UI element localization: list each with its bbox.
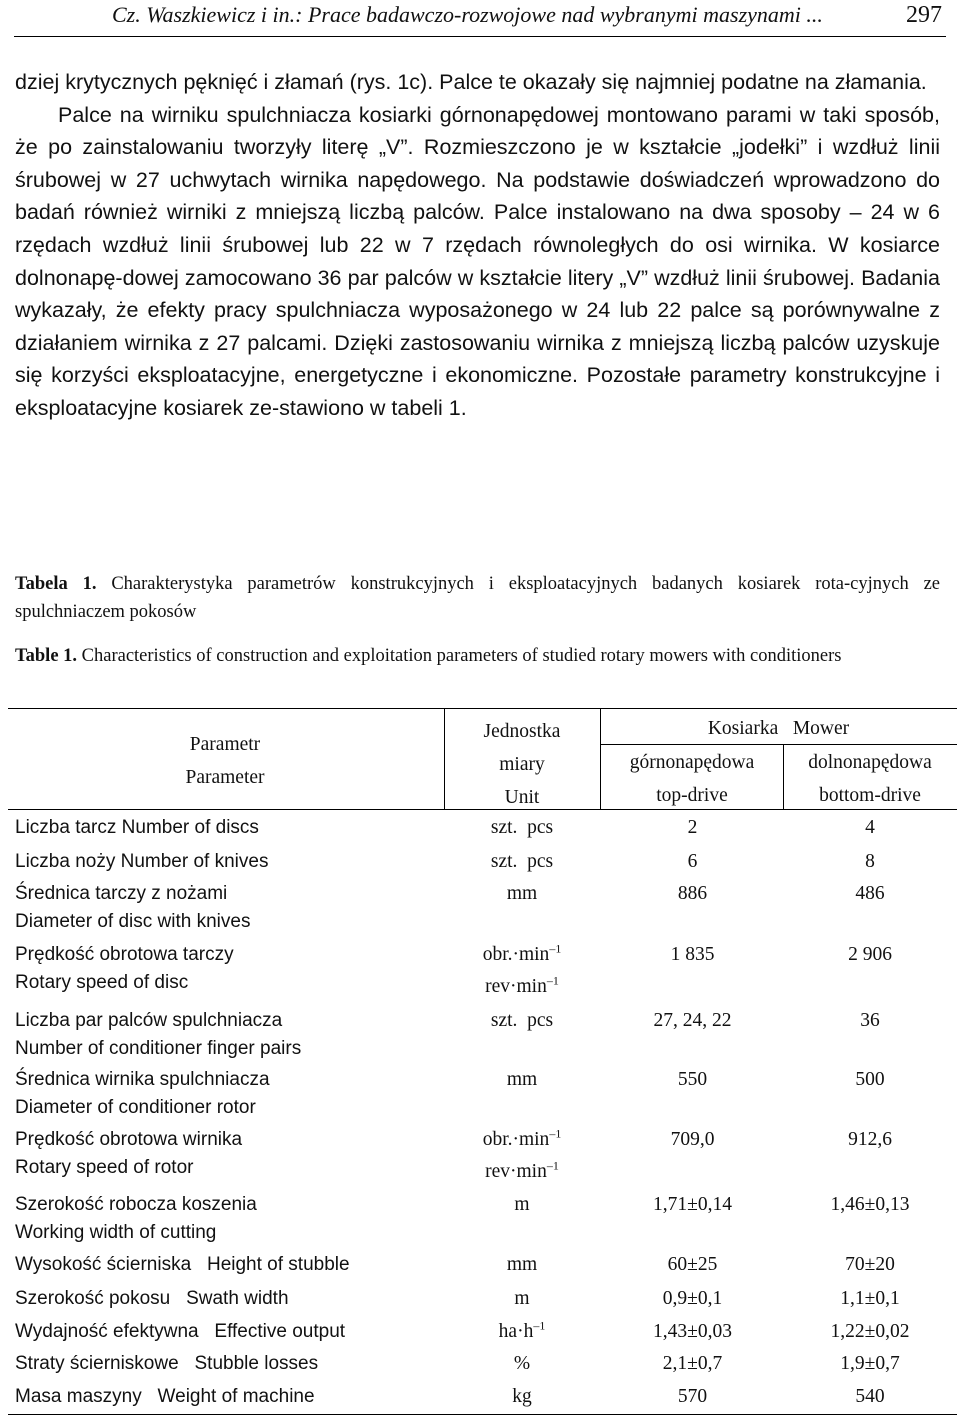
param-pl: Straty ścierniskowe Stubble losses — [15, 1353, 319, 1374]
param-cell — [15, 1318, 455, 1346]
unit-line — [462, 973, 582, 1001]
unit-cell — [462, 1007, 582, 1035]
unit-line — [462, 1066, 582, 1094]
unit-cell — [462, 941, 582, 1001]
param-en: Working width of cutting — [15, 1222, 217, 1243]
param-pl: Średnica tarczy z nożami — [15, 883, 228, 904]
unit-line — [462, 1318, 582, 1346]
top-drive-value: 709,0 — [670, 1129, 715, 1150]
unit-line — [462, 1007, 582, 1035]
param-cell — [15, 1191, 455, 1247]
bottom-drive-value: 486 — [855, 883, 885, 904]
param-pl: Średnica wirnika spulchniacza — [15, 1069, 270, 1090]
top-drive-value: 1,71±0,14 — [653, 1194, 732, 1215]
header-unit-2: miary — [499, 754, 545, 775]
running-head — [96, 0, 942, 36]
header-sub-rule — [601, 744, 957, 745]
table-bottom-rule — [8, 1414, 957, 1415]
unit-cell — [462, 880, 582, 908]
param-pl: Liczba par palców spulchniacza — [15, 1010, 283, 1031]
unit-cell — [462, 1285, 582, 1313]
unit-text: m — [514, 1288, 530, 1309]
param-cell — [15, 941, 455, 997]
body-text — [15, 66, 940, 425]
unit-exponent: –1 — [549, 1126, 562, 1141]
table-header-rule — [8, 809, 957, 810]
top-drive-value: 6 — [687, 851, 698, 872]
param-cell — [15, 814, 455, 842]
param-pl: Prędkość obrotowa wirnika — [15, 1129, 243, 1150]
header-divider-1 — [444, 709, 445, 809]
param-cell — [15, 848, 455, 876]
unit-cell — [462, 1318, 582, 1346]
header-parameter — [150, 728, 300, 794]
header-top-en: top-drive — [656, 785, 728, 806]
unit-text: rev·min — [485, 976, 547, 997]
bottom-drive-value: 2 906 — [848, 944, 892, 965]
unit-exponent: –1 — [533, 1318, 546, 1333]
unit-line — [462, 1383, 582, 1411]
header-param-en: Parameter — [185, 767, 265, 788]
bottom-drive-value: 1,46±0,13 — [830, 1194, 910, 1215]
param-cell — [15, 1007, 455, 1063]
table-caption-pl — [15, 570, 940, 626]
running-head-title: Cz. Waszkiewicz i in.: Prace badawczo-rozwojowe nad wybranymi maszynami ... — [112, 2, 823, 27]
top-drive-value: 60±25 — [667, 1254, 718, 1275]
top-drive-value: 0,9±0,1 — [662, 1288, 723, 1309]
unit-cell — [462, 1066, 582, 1094]
header-unit-3: Unit — [504, 787, 540, 808]
param-cell — [15, 1066, 455, 1122]
unit-text: szt. pcs — [490, 817, 554, 838]
param-cell — [15, 1251, 455, 1279]
header-bottom-drive — [784, 746, 956, 812]
table-caption-en — [15, 642, 940, 670]
unit-text: obr.·min — [482, 1129, 550, 1150]
unit-exponent: –1 — [549, 941, 562, 956]
paragraph-1: dziej krytycznych pęknięć i złamań (rys. 1c). Palce te okazały się najmniej podatne na złamania. — [15, 70, 927, 94]
param-pl: Szerokość pokosu Swath width — [15, 1288, 289, 1309]
header-param-pl: Parametr — [189, 734, 261, 755]
unit-text: mm — [506, 1254, 538, 1275]
paragraph-2: Palce na wirniku spulchniacza kosiarki górnonapędowej montowano parami w taki sposób, że po zainstalowaniu tworzyły literę „V”. Rozmieszczono je w kształcie „jodełki” i wzdłuż linii śrubowej w 27 uchwytach wirnika napędowego. Na podstawie doświadczeń wprowadzono do badań również wirniki z mniejszą liczbą palców. Palce instalowano na dwa sposoby – 24 w 6 rzędach wzdłuż linii śrubowej lub 22 w 7 rzędach równoległych do osi wirnika. W kosiarce dolnonapę-dowej zamocowano 36 par palców w kształcie litery „V” wzdłuż linii śrubowej. Badania wykazały, że efekty pracy spulchniacza wyposażonego w 24 lub 22 palce są porównywalne z działaniem wirnika z 27 palcami. Dzięki zastosowaniu wirnika z mniejszą liczbą palców uzyskuje się korzyści eksploatacyjne, energetyczne i ekonomiczne. Pozostałe parametry konstrukcyjne i eksploatacyjne kosiarek ze-stawiono w tabeli 1. — [15, 102, 940, 420]
header-rule — [14, 36, 946, 37]
header-top-drive — [602, 746, 782, 812]
header-unit — [446, 715, 598, 814]
caption-text-en: Characteristics of construction and exploitation parameters of studied rotary mowers with conditioners — [77, 646, 842, 666]
unit-cell — [462, 1191, 582, 1219]
header-unit-1: Jednostka — [483, 721, 561, 742]
bottom-drive-value: 8 — [865, 851, 875, 872]
param-pl: Wysokość ścierniska Height of stubble — [15, 1254, 350, 1275]
param-cell — [15, 1285, 455, 1313]
param-en: Rotary speed of disc — [15, 972, 189, 993]
param-cell — [15, 1350, 455, 1378]
param-en: Diameter of conditioner rotor — [15, 1097, 256, 1118]
unit-line — [462, 1191, 582, 1219]
param-cell — [15, 880, 455, 936]
bottom-drive-value: 540 — [855, 1386, 885, 1407]
param-pl: Szerokość robocza koszenia — [15, 1194, 257, 1215]
unit-cell — [462, 1350, 582, 1378]
unit-line — [462, 941, 582, 969]
unit-text: ha·h — [498, 1321, 534, 1342]
unit-line — [462, 1251, 582, 1279]
unit-text: szt. pcs — [490, 1010, 554, 1031]
top-drive-value: 1,43±0,03 — [653, 1321, 732, 1342]
unit-exponent: –1 — [546, 973, 559, 988]
top-drive-value: 27, 24, 22 — [653, 1010, 732, 1031]
unit-cell — [462, 1126, 582, 1186]
param-pl: Liczba noży Number of knives — [15, 851, 269, 872]
top-drive-value: 2 — [687, 817, 698, 838]
header-bot-en: bottom-drive — [819, 785, 921, 806]
bottom-drive-value: 1,22±0,02 — [830, 1321, 910, 1342]
unit-text: szt. pcs — [490, 851, 554, 872]
unit-cell — [462, 1251, 582, 1279]
bottom-drive-value: 1,1±0,1 — [840, 1288, 900, 1309]
top-drive-value: 570 — [677, 1386, 708, 1407]
param-pl: Prędkość obrotowa tarczy — [15, 944, 234, 965]
unit-text: rev·min — [485, 1161, 547, 1182]
param-en: Diameter of disc with knives — [15, 911, 251, 932]
unit-text: m — [514, 1194, 530, 1215]
caption-text-pl: Charakterystyka parametrów konstrukcyjnych i eksploatacyjnych badanych kosiarek rota-cyjnych ze spulchniaczem pokosów — [15, 574, 940, 622]
param-pl: Masa maszyny Weight of machine — [15, 1386, 315, 1407]
param-en: Rotary speed of rotor — [15, 1157, 194, 1178]
top-drive-value: 550 — [677, 1069, 708, 1090]
table-top-rule — [8, 708, 957, 709]
param-en: Number of conditioner finger pairs — [15, 1038, 302, 1059]
bottom-drive-value: 1,9±0,7 — [840, 1353, 900, 1374]
top-drive-value: 2,1±0,7 — [662, 1353, 723, 1374]
unit-line — [462, 1126, 582, 1154]
top-drive-value: 1 835 — [670, 944, 715, 965]
unit-text: mm — [506, 1069, 538, 1090]
caption-label-en: Table 1. — [15, 646, 78, 666]
unit-line — [462, 1350, 582, 1378]
unit-cell — [462, 814, 582, 842]
header-mower: Kosiarka Mower — [707, 718, 850, 739]
param-pl: Wydajność efektywna Effective output — [15, 1321, 346, 1342]
bottom-drive-value: 912,6 — [848, 1129, 892, 1150]
unit-line — [462, 848, 582, 876]
header-top-pl: górnonapędowa — [629, 752, 755, 773]
unit-line — [462, 814, 582, 842]
top-drive-value: 886 — [677, 883, 708, 904]
unit-cell — [462, 848, 582, 876]
unit-line — [462, 880, 582, 908]
unit-line — [462, 1285, 582, 1313]
bottom-drive-value: 36 — [860, 1010, 880, 1031]
unit-cell — [462, 1383, 582, 1411]
bottom-drive-value: 500 — [855, 1069, 885, 1090]
page-number: 297 — [906, 2, 942, 28]
caption-label-pl: Tabela 1. — [15, 574, 97, 594]
unit-text: % — [513, 1353, 531, 1374]
unit-exponent: –1 — [546, 1158, 559, 1173]
bottom-drive-value: 70±20 — [845, 1254, 895, 1275]
unit-line — [462, 1158, 582, 1186]
unit-text: kg — [512, 1386, 532, 1407]
unit-text: obr.·min — [482, 944, 550, 965]
header-bot-pl: dolnonapędowa — [808, 752, 932, 773]
bottom-drive-value: 4 — [865, 817, 875, 838]
param-pl: Liczba tarcz Number of discs — [15, 817, 259, 838]
unit-text: mm — [506, 883, 538, 904]
param-cell — [15, 1383, 455, 1411]
param-cell — [15, 1126, 455, 1182]
